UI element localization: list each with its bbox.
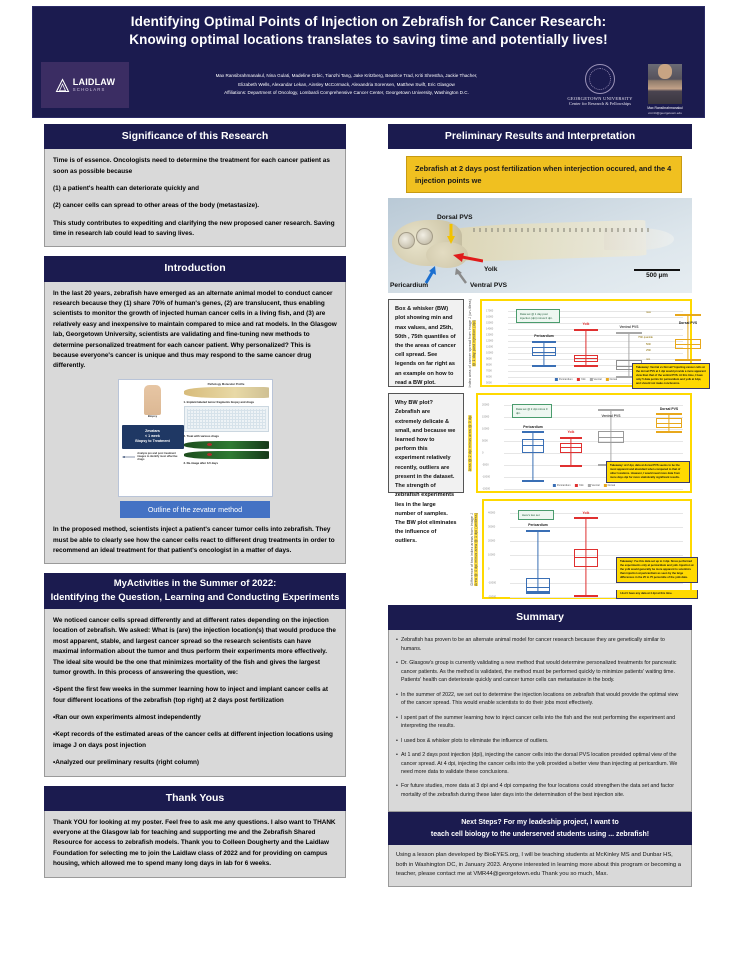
next-steps-heading-line1: Next Steps? For my leadeship project, I want to [461, 819, 619, 827]
chart2-box-dorsal [652, 399, 686, 499]
significance-body [44, 149, 346, 247]
zevatar-badge [122, 425, 184, 449]
zevatar-figure-left [122, 383, 184, 462]
chart3-axis-label-a: Difference of two index areas from image J [470, 512, 474, 586]
activities-bullet-1: •Spent the first few weeks in the summer learning how to inject and implant cancer cells at four different locations of the zebrafish (top right) at 2 days post fertilization [53, 686, 328, 704]
figure-step-3: 3. Re-image after 3-5 days [183, 460, 219, 465]
chart3-takeaway: Takeaway: I've this data set up to 4 dpi. Since performed the experiments only at pericardium and yolk. Injection at the yolk would generally be more apparent to scientists than injection at pericardium as seen by the large differences in the 25 to 75 percentile of the yolk data. [616, 557, 698, 583]
chart1-takeaway: Takeaway: Ventral vs Dorsal? Injecting cancer cells at the dorsal PVS at 1 dpi would provide a more apparent view than that of the ventral PVS. At this time, I have only 5 data points for pericardium and yolk at 1dpi, and should not make conclusions. [632, 363, 710, 389]
zevatar-method-figure [118, 379, 273, 497]
activities-paragraph: We noticed cancer cells spread differently and at different rates depending on the injection location of zebrafish. We asked: What is (are) the injection location(s) that would produce the most apparent, stable, and largest cancer spread so the research scientists can have maximal information about the tumor and thus perform their experiments more effectively. The ideal site would be the one that minimizes mortality of the fish and gives the largest tumor growth. In this process of answering the question, we: [53, 617, 336, 676]
dorsal-pvs-arrow-icon [446, 224, 456, 244]
thanks-text: Thank YOU for looking at my poster. Feel free to ask me any questions. I also want to THANK everyone at the Glasgow lab for teaching and supporting me and the Zebrafish Shared Resource for access to zebrafish models. Thank you to Colleen Dougherty and the Laidlaw Foundation for selecting me to join the Laidlaw class of 2022 and for providing on campus housing, which allowed me to spend many long days in lab for 6 weeks. [53, 818, 336, 868]
chart3-takeaway-2: I don't have any data at 4 dpi at this time. [616, 590, 698, 599]
bw-rationale-note: Why BW plot? Zebrafish are extremely delicate & small, and because we learned how to perform this experiment relatively recently, outliers are present in the dataset. The strength of zebrafish experiments lies in the large number of samples. The BW plot eliminates the influence of outliers. [388, 393, 464, 493]
chart2-dataset-note: Data set @ 2 dpi minus 0 dpi. [512, 404, 552, 418]
chart1-max-label: max [646, 311, 651, 315]
annotation-dorsal-pvs: Dorsal PVS [437, 214, 473, 222]
bw-explanation-note: Box & whisker (BW) plot showing min and max values, and 25th, 50th , 75th quantiles of the the areas of cancer cell spread. See legends on far right as an example on how to read a BW plot. [388, 299, 464, 387]
poster-banner [32, 6, 705, 118]
significance-heading: Significance of this Research [44, 124, 346, 149]
chart2-label-yolk: Yolk [567, 430, 575, 435]
chart2-plot-area: 20000 15000 10000 5000 0 -5000 -10000 -15000 Data set @ 2 dpi minus 0 dpi. Pericardium Yolk Ventral PVS Dorsal PVS Takeaway: at 2 dpi, data at dorsal PVS seems to be the most apparent and abundant when compared to that of other locations. However, I would need more data from more days dpi for more statistically significant results. Pericardium Yolk Ventral Dorsal [482, 399, 686, 488]
annotation-yolk: Yolk [484, 266, 498, 274]
section-significance [44, 124, 346, 247]
zevatar-badge-line2: < 1 week [145, 433, 160, 438]
next-steps-heading [388, 812, 692, 844]
presenter-email: vmr44@georgetown.edu [648, 111, 682, 116]
chart3-label-pericardium: Pericardium [528, 523, 548, 528]
activities-bullet-2: •Ran our own experiments almost independently [53, 714, 201, 721]
pathology-label: Pathology Molecular Profile [207, 381, 245, 386]
thanks-body [44, 811, 346, 878]
chart1-plot-area: 17000 16000 15000 14000 13000 12000 11000 10000 9000 8000 7000 6000 5000 Data set @ 1 day post injection (dpi) minus 0 dpi. Pericardium Yolk Ventral PVS Dorsal PVS max 75th quantile 50th 25th min Takeaway: Ventral vs Dorsal? Injecting cancer cells at the dorsal PVS at 1 dpi would provide a more apparent view than that of the ventral PVS. At this time, I have only 5 data points for pericardium and yolk at 1dpi, and should not make conclusions. Pericardium Yolk Ventral Dorsal [486, 305, 686, 382]
biopsy-label: Biopsy [147, 413, 158, 418]
summary-bullet-7: • For future studies, more data at 3 dpi and 4 dpi comparing the four locations could strengthen the data set and factor mortality of the zebrafish during these later days into the determination of the best injection site. [396, 782, 684, 799]
activities-heading-line1: MyActivities in the Summer of 2022: [113, 578, 277, 590]
authors-line-2: Elizabeth Wells, Alexandar Lekan, Ainsley McCormack, Alexandria Sorensen, Matthew Swift, Eric Glasgow [238, 81, 455, 87]
chart1-legend-item-1: Pericardium [555, 378, 573, 381]
chart1-q25-label: 25th [646, 349, 652, 353]
activities-bullet-4: •Analyzed our preliminary results (right column) [53, 759, 200, 767]
yolk-arrow-icon [453, 253, 483, 265]
laidlaw-wordmark [73, 78, 115, 92]
next-steps-body: Using a lesson plan developed by BioEYES.org, I will be teaching students at McKinley MS and Dunbar HS, both in Washington DC, in January 2023. Anyone interested in learning more about this program or becoming a teacher, please contact me at VMR44@georgetown.edu Thank you so much, Max. [388, 845, 692, 888]
zevatar-figure-right [184, 383, 269, 467]
introduction-p1: In the last 20 years, zebrafish have emerged as an alternate animal model to conduct cancer research because they (1) share 70% of human's genes, (2) are translucent, thus enabling scientists to monitor the growth of injected human cancer cells in a living fish, and (3) are relatively easy and inexpensive to maintain compared to mice and rat models. In the Glasgow lab, Georgetown University, scientists are validating and fine-tuning new methods to determine personalized treatment for each cancer patient. Why personalized? This is because everyone's cancer is unique and thus may respond to the same cancer drug differently. [53, 289, 337, 370]
box-whisker-chart-1 [480, 299, 706, 387]
chart3-label-yolk: Yolk [582, 511, 590, 516]
chart3-box-yolk [570, 505, 602, 605]
figure-step-1: 1. Implant labeled tumor fragments biopsy and drugs [183, 399, 255, 404]
ventral-pvs-arrow-icon [454, 268, 468, 284]
left-arrow-icon [122, 454, 136, 460]
summary-heading: Summary [388, 605, 692, 630]
next-steps-heading-line2: teach cell biology to the underserved students using ... zebrafish! [430, 830, 650, 838]
chart2-label-dorsal: Dorsal PVS [659, 407, 679, 412]
zebrafish-photo [388, 198, 692, 293]
chart2-legend-item-1: Pericardium [553, 484, 571, 487]
chart3-dataset-note: Here's two set [518, 510, 554, 520]
chart2-legend-item-3: Ventral [588, 484, 600, 487]
laidlaw-main-text: LAIDLAW [72, 77, 116, 88]
figure-step-2: 2. Treat with various drugs [183, 434, 219, 439]
annotation-pericardium: Pericardium [390, 282, 429, 290]
chart2-label-pericardium: Pericardium [523, 425, 543, 430]
chart1-axis-labels [468, 299, 476, 387]
thanks-heading: Thank Yous [44, 786, 346, 811]
chart-row-1 [388, 298, 706, 388]
patient-icon [144, 385, 161, 415]
chart1-dataset-note: Data set @ 1 day post injection (dpi) minus 0 dpi. [516, 309, 560, 323]
activities-heading-line2: Identifying the Question, Learning and Conducting Experiments [50, 592, 340, 604]
significance-p1: Time is of essence. Oncologists need to determine the treatment for each cancer patient as soon as possible because [53, 157, 330, 175]
avatar [648, 64, 682, 104]
chart1-q75-label: 75th quantile [638, 336, 653, 340]
activities-body [44, 609, 346, 777]
chart3-axis-label-b: Area @ 4 dpi minus area @ 1 dpi (unitless) [474, 512, 478, 586]
chart1-axis-label-b: @ 1 day post injection (dpi) [472, 319, 476, 367]
significance-p2: (1) a patient's health can deteriorate quickly and [53, 184, 200, 192]
summary-bullet-2: • Dr. Glasgow's group is currently validating a new method that would determine personalized treatments for pancreatic cancer patients. As the method is validated, the method must be performed quickly to minimize patients' waiting time. Patients' health can deteriorate quickly and cancer tumor cells can metastasize in the body. [396, 659, 684, 684]
chart1-label-pericardium: Pericardium [534, 334, 554, 339]
chart1-min-label: min [646, 358, 651, 362]
chart1-legend-item-3: Ventral [590, 378, 602, 381]
banner-body [33, 53, 704, 117]
chart1-legend [555, 378, 617, 381]
chart1-label-yolk: Yolk [582, 322, 590, 327]
laidlaw-sub-text: SCHOLARS [72, 87, 106, 93]
chart2-axis-label: Area @ 2 dpi minus area @ 0 dpi [468, 414, 472, 472]
activities-bullet-3: •Kept records of the estimated areas of the cancer cells at different injection locations using image J on days post injection [53, 731, 333, 749]
chart2-axis-labels [468, 393, 472, 493]
chart1-legend-item-2: Yolk [577, 378, 586, 381]
presenter-name: Max Ransibrahmanakul [647, 106, 683, 111]
right-column [388, 124, 706, 887]
summary-bullet-5: • I used box & whisker plots to eliminate the influence of outliers. [396, 737, 684, 745]
results-heading: Preliminary Results and Interpretation [388, 124, 692, 149]
significance-p3: (2) cancer cells can spread to other areas of the body (metastasize). [53, 202, 259, 210]
chart1-axis-label-a: Index area of cancer spread from image J (un-itless) [468, 298, 472, 388]
chart2-label-ventral: Ventral PVS [601, 414, 621, 419]
chart1-legend-item-4: Dorsal [606, 378, 618, 381]
chart1-label-ventral: Ventral PVS [619, 325, 639, 330]
author-list [129, 72, 564, 97]
georgetown-seal-icon [585, 64, 615, 94]
summary-bullet-3: • In the summer of 2022, we set out to determine the injection locations on zebrafish that would provide the optimal view of the cancer spread. This would enable scientists to do their jobs most effectively. [396, 691, 684, 708]
results-callout: Zebrafish at 2 days post fertilization when interjection occured, and the 4 injection points we [406, 156, 682, 193]
analysis-text: Analyze pre and post treatment images to identify most effective drugs [137, 451, 178, 462]
introduction-body [44, 282, 346, 565]
scale-bar-line [634, 269, 680, 271]
activities-heading [44, 573, 346, 609]
summary-body [388, 630, 692, 812]
section-next-steps [388, 812, 692, 887]
chart-row-3 [470, 499, 692, 599]
box-whisker-chart-2 [476, 393, 692, 493]
georgetown-name: GEORGETOWN UNIVERSITY [567, 96, 633, 102]
scale-bar-label: 500 µm [646, 272, 668, 280]
chart3-plot-area: 40000 30000 20000 10000 0 -10000 -20000 Here's two set Pericardium Yolk Takeaway: I've this data set up to 4 dpi. Since performed the experiments only at pericardium and yolk. Injection at the yolk would generally be more apparent to scientists than injection at pericardium as seen by the large differences in the 25 to 75 percentile of the yolk data. I don't have any data at 4 dpi at this time. [488, 505, 686, 594]
summary-bullet-4: • I spent part of the summer learning how to inject cancer cells into the fish and the rest performing the experiment and interpreting the results. [396, 714, 684, 731]
presenter-block [636, 55, 694, 115]
section-activities [44, 573, 346, 776]
chart3-axis-labels [470, 499, 478, 599]
chart2-box-pericardium [518, 399, 548, 499]
chart2-legend-item-2: Yolk [575, 484, 584, 487]
introduction-heading: Introduction [44, 256, 346, 281]
section-summary [388, 605, 692, 812]
chart3-box-pericardium [522, 505, 554, 605]
summary-bullet-6: • At 1 and 2 days post injection (dpi), injecting the cancer cells into the dorsal PVS location provided optimal view of the cancer spread. At 4 dpi, injecting the cancer cells into the yolk provided a better view than injecting at pericardium. We need more data to validate these conclusions. [396, 751, 684, 776]
chart2-legend-item-4: Dorsal [604, 484, 616, 487]
left-column [44, 124, 346, 878]
authors-affiliations: Affiliations: Department of Oncology, Lombardi Comprehensive Cancer Center, Georgetown University, Washington D.C. [224, 90, 469, 96]
section-introduction [44, 256, 346, 564]
zevatar-badge-line3: Biopsy to Treatment [135, 439, 170, 444]
zevatar-badge-title: Zevatars [145, 428, 160, 433]
laidlaw-triangle-icon [55, 78, 70, 93]
well-plate-illustration [184, 406, 269, 432]
annotation-ventral-pvs: Ventral PVS [470, 282, 508, 290]
authors-line-1: Max Ransibrahmanakul, Nina Gulati, Madeline Grbic, Tianzhi Tang, Jake Kritzberg, Beatrice Trad, Kriti Shrestha, Jackie Thacher, [215, 73, 478, 79]
georgetown-logo [564, 64, 636, 106]
analysis-arrow-row [122, 452, 184, 462]
chart2-takeaway: Takeaway: at 2 dpi, data at dorsal PVS seems to be the most apparent and abundant when compared to that of other locations. However, I would need more data from more days dpi for more statistically significant results. [606, 461, 690, 483]
poster-title-line2: Knowing optimal locations translates to saving time and potentially lives! [129, 32, 608, 48]
significance-p4: This study contributes to expediting and clarifying the new proposed caner research. Saving time in research lab could lead to saving lives. [53, 219, 335, 238]
zevatar-figure-caption: Outline of the zevatar method [120, 501, 270, 519]
chart1-q50-label: 50th [646, 343, 652, 347]
fish-notochord [473, 228, 653, 232]
zebrafish-illustration [184, 387, 269, 398]
introduction-p2: In the proposed method, scientists inject a patient's cancer tumor cells into zebrafish. They must be able to clearly see how the cancer cells react to different drug treatments in order to recommend an ideal treatment for that patient's oncologist in a matter of days. [53, 526, 335, 555]
chart2-legend [553, 484, 615, 487]
chart1-label-dorsal: Dorsal PVS [678, 321, 698, 326]
georgetown-center-name: Center for Research & Fellowships [569, 101, 631, 107]
treated-fish-2 [184, 451, 269, 459]
poster-title [129, 13, 607, 49]
section-thanks [44, 786, 346, 878]
poster-title-line1: Identifying Optimal Points of Injection on Zebrafish for Cancer Research: [130, 14, 607, 29]
scale-bar [634, 269, 680, 279]
box-whisker-chart-3 [482, 499, 692, 599]
treated-fish-1 [184, 441, 269, 449]
laidlaw-logo [41, 62, 129, 108]
summary-bullet-1: • Zebrafish has proven to be an alternate animal model for cancer research because they are genetically similar to humans. [396, 636, 684, 653]
